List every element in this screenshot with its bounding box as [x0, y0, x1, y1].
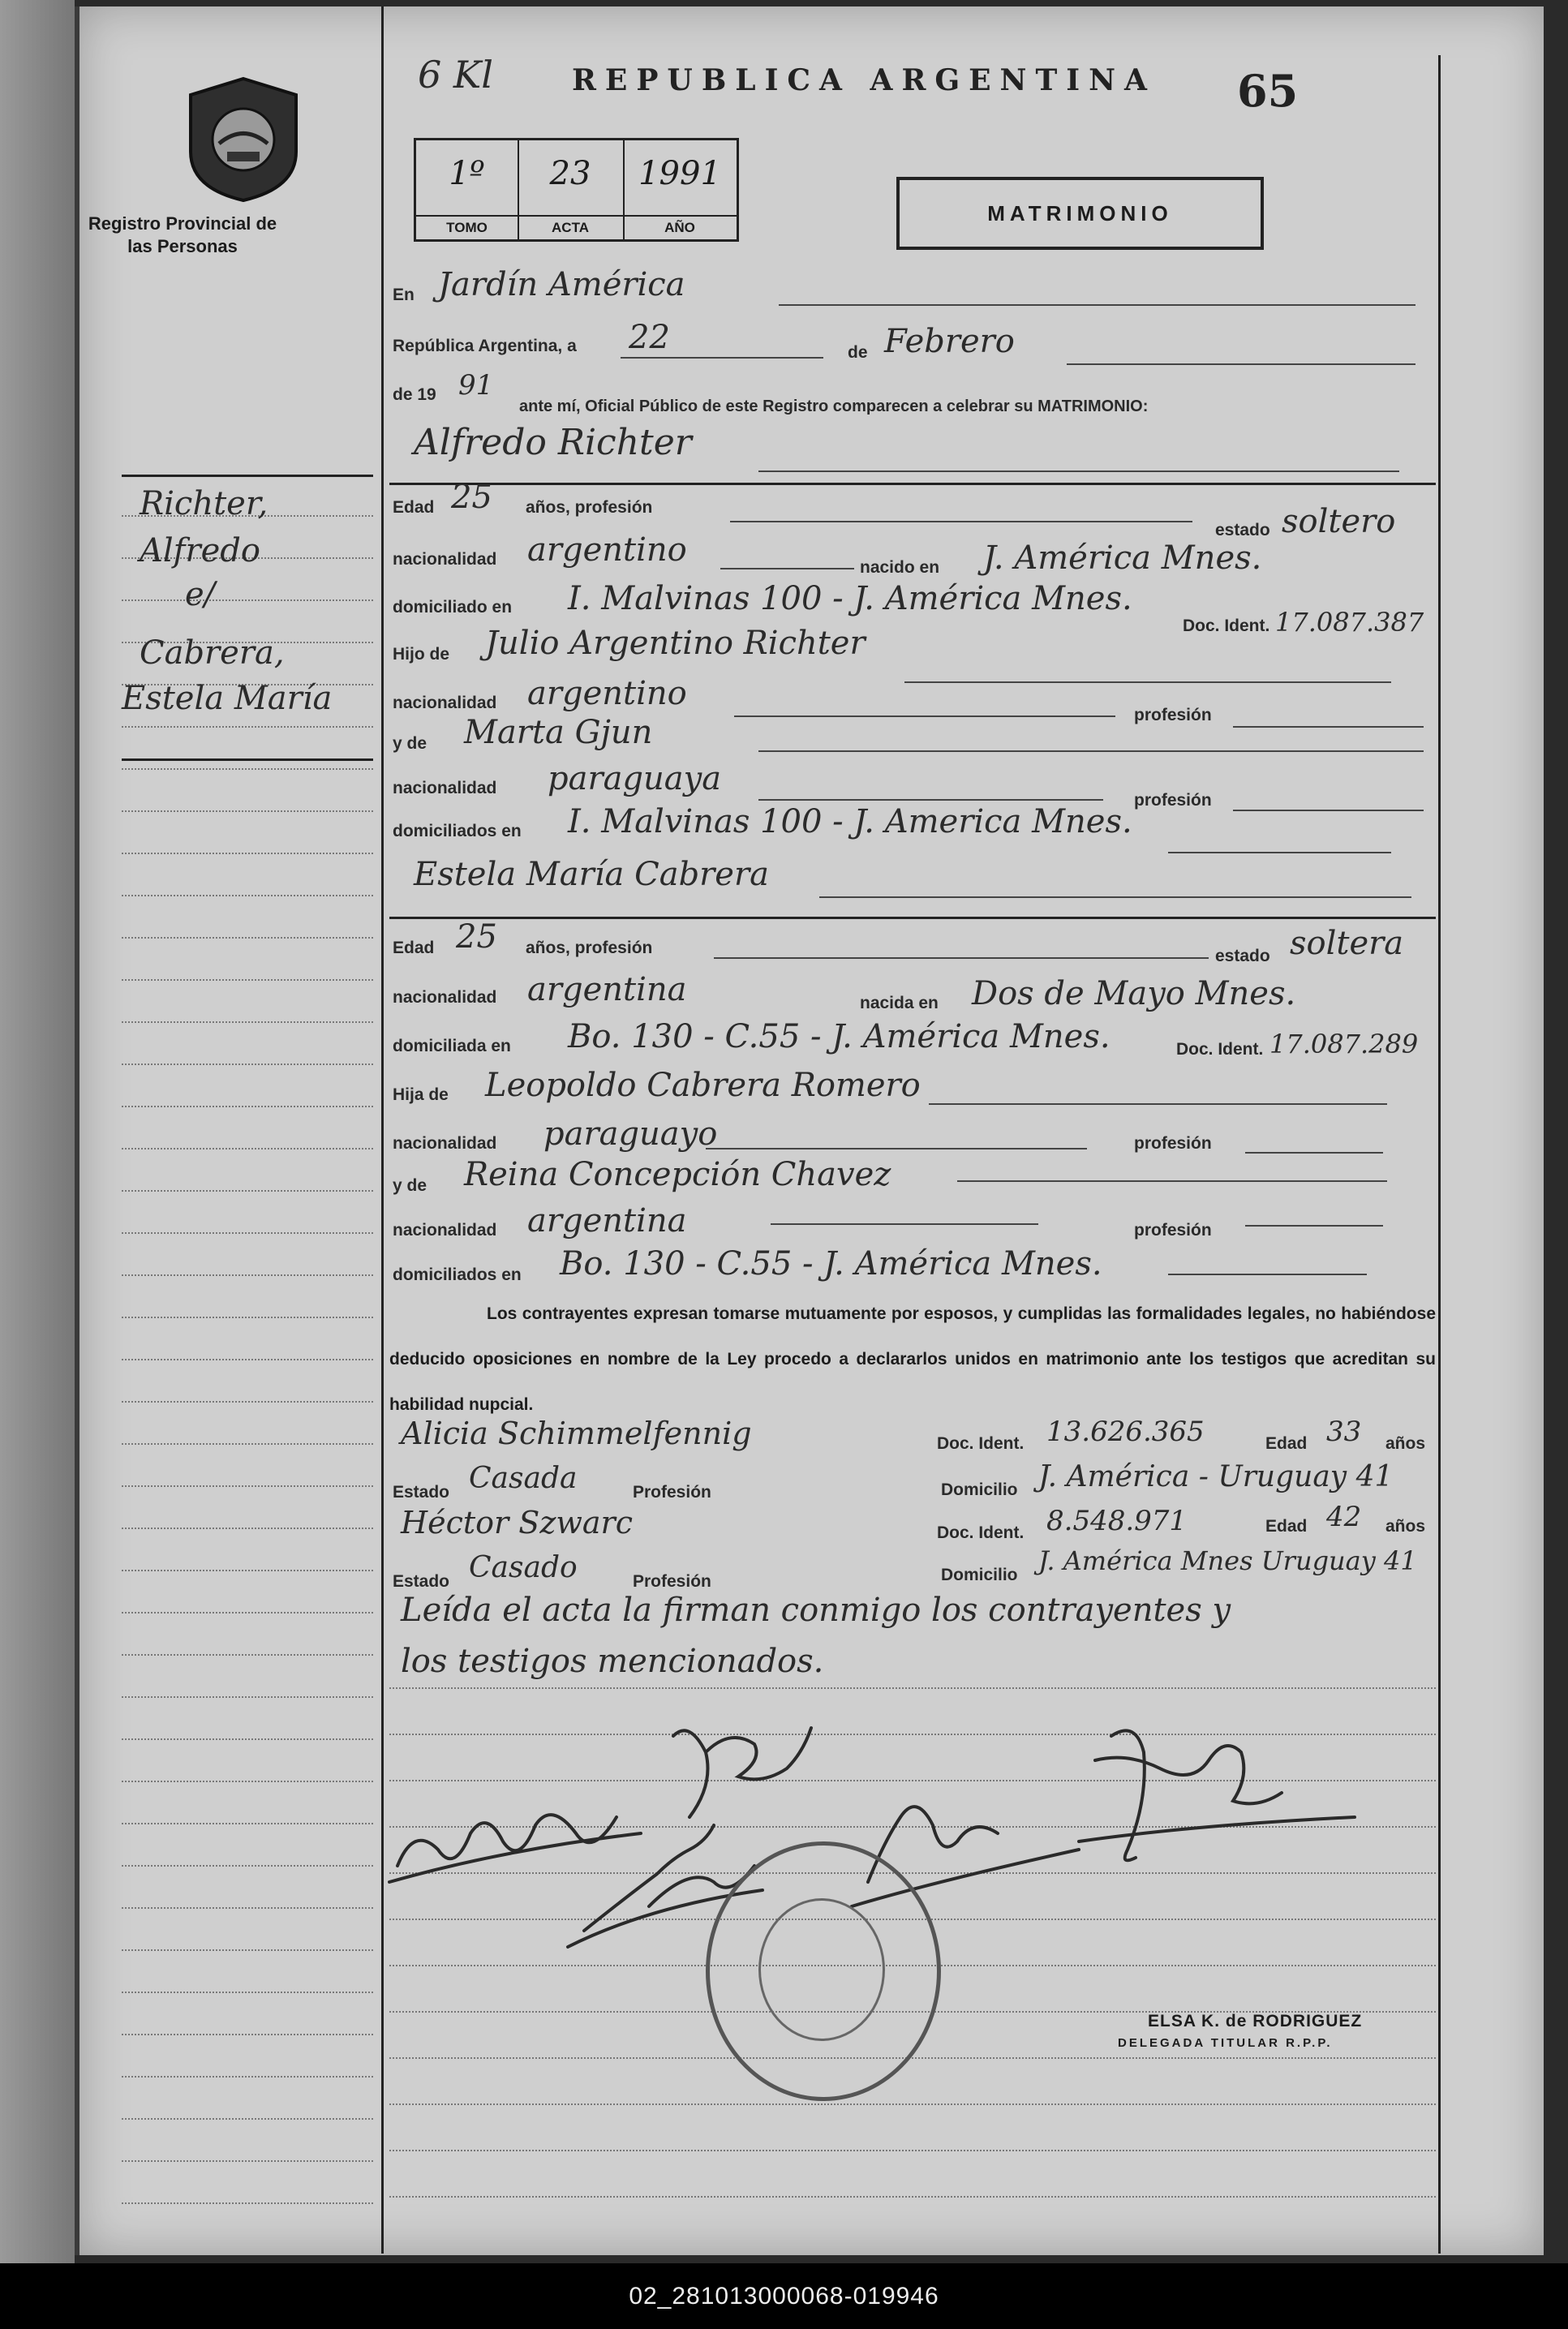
form-type-box: MATRIMONIO [896, 177, 1264, 250]
margin-ruled-line [122, 895, 373, 896]
bride-mother: Reina Concepción Chavez [464, 1156, 891, 1193]
anio-value: 1991 [638, 155, 721, 192]
witness-1-name: Alicia Schimmelfennig [401, 1416, 752, 1451]
label-profesion-w: Profesión [633, 1483, 711, 1502]
line [1168, 852, 1391, 853]
margin-ruled-line [122, 1781, 373, 1782]
margin-ruled-line [122, 1148, 373, 1149]
groom-domicile: I. Malvinas 100 - J. América Mnes. [568, 580, 1132, 617]
margin-ruled-line [122, 1317, 373, 1318]
margin-index-top-rule [122, 475, 373, 477]
groom-status: soltero [1282, 503, 1396, 540]
label-anios-w: años [1385, 1434, 1426, 1453]
line [779, 304, 1415, 306]
label-nacida-en: nacida en [860, 994, 939, 1012]
bride-mother-nationality: argentina [527, 1202, 687, 1240]
acta-value: 23 [549, 155, 591, 192]
right-border [1438, 55, 1441, 2254]
margin-ruled-line [122, 1232, 373, 1234]
groom-nationality: argentino [527, 531, 687, 569]
label-nacionalidad: nacionalidad [393, 988, 497, 1007]
margin-ruled-line [122, 726, 373, 728]
witness-2-status: Casado [469, 1551, 578, 1584]
official-seal-stamp [706, 1841, 941, 2101]
margin-ruled-line [122, 979, 373, 981]
label-estado: estado [1215, 947, 1270, 965]
bride-father-nationality: paraguayo [543, 1115, 718, 1153]
margin-index-line-3: e/ [185, 576, 216, 613]
bride-father: Leopoldo Cabrera Romero [485, 1067, 921, 1104]
label-anios-profesion: años, profesión [526, 498, 653, 517]
margin-index-line-5: Estela María [122, 680, 333, 717]
groom-section-rule [389, 483, 1436, 485]
line [758, 471, 1399, 472]
line [706, 1148, 1087, 1149]
witness-1-status: Casada [469, 1462, 578, 1495]
label-anios-profesion: años, profesión [526, 939, 653, 957]
witness-2-domicile: J. América Mnes Uruguay 41 [1038, 1545, 1417, 1576]
label-doc-ident: Doc. Ident. [1183, 617, 1270, 635]
bride-parents-domicile: Bo. 130 - C.55 - J. América Mnes. [560, 1245, 1102, 1283]
label-profesion-w: Profesión [633, 1572, 711, 1591]
label-profesion: profesión [1134, 1134, 1212, 1153]
page-number: 65 [1237, 65, 1299, 117]
margin-ruled-line [122, 2076, 373, 2078]
margin-ruled-line [122, 937, 373, 939]
label-nacionalidad: nacionalidad [393, 1221, 497, 1240]
body-ruled-line [389, 2150, 1436, 2151]
witness-2-age: 42 [1326, 1501, 1362, 1533]
bride-nationality: argentina [527, 971, 687, 1008]
margin-ruled-line [122, 768, 373, 770]
line [714, 957, 1209, 959]
left-page-edge [0, 0, 75, 2263]
tomo-label: TOMO [416, 215, 518, 236]
margin-ruled-line [122, 2034, 373, 2035]
margin-index-bottom-rule [122, 758, 373, 761]
bride-section-rule [389, 917, 1436, 919]
line [1245, 1152, 1383, 1154]
bride-name: Estela María Cabrera [414, 856, 769, 893]
margin-ruled-line [122, 1106, 373, 1107]
bride-status: soltera [1290, 925, 1404, 962]
line [929, 1103, 1387, 1105]
declaration-text: Los contrayentes expresan tomarse mutuamente por esposos, y cumplidas las formalidades legales, no habiéndose deducido oposiciones en nombre de la Ley procedo a declararlos unidos en matrimonio ante los testigos que acreditan su habilidad nupcial. [389, 1304, 1436, 1414]
margin-ruled-line [122, 1528, 373, 1529]
margin-ruled-line [122, 1570, 373, 1571]
scan-id-footer: 02_281013000068-019946 [0, 2263, 1568, 2329]
registry-emblem-icon [183, 75, 304, 204]
margin-index-line-1: Richter, [140, 485, 268, 522]
label-nacionalidad: nacionalidad [393, 550, 497, 569]
margin-ruled-line [122, 2202, 373, 2204]
label-republica: República Argentina, a [393, 337, 577, 355]
label-nacido-en: nacido en [860, 558, 940, 577]
line [1233, 726, 1424, 728]
groom-born-in: J. América Mnes. [983, 539, 1262, 577]
margin-ruled-line [122, 1190, 373, 1192]
year-suffix-value: 91 [458, 369, 494, 402]
margin-ruled-line [122, 1064, 373, 1065]
bride-born-in: Dos de Mayo Mnes. [972, 975, 1296, 1012]
body-ruled-line [389, 2196, 1436, 2198]
label-edad-w: Edad [1265, 1517, 1308, 1536]
country-title: REPUBLICA ARGENTINA [572, 63, 1156, 97]
label-y-de: y de [393, 734, 427, 753]
body-ruled-line [389, 2057, 1436, 2059]
label-nacionalidad: nacionalidad [393, 779, 497, 797]
margin-ruled-line [122, 1738, 373, 1740]
witness-1-age: 33 [1326, 1416, 1362, 1448]
officer-title: DELEGADA TITULAR R.P.P. [1118, 2036, 1333, 2050]
seal-emblem [758, 1898, 885, 2041]
margin-ruled-line [122, 1612, 373, 1614]
groom-mother-nationality: paraguaya [548, 760, 722, 797]
line [1245, 1225, 1383, 1227]
registry-name: Registro Provincial de las Personas [88, 213, 277, 256]
label-estado-w: Estado [393, 1483, 450, 1502]
line [621, 357, 823, 359]
tomo-cell [416, 140, 519, 239]
anio-label: AÑO [623, 215, 737, 236]
label-domiciliados-en: domiciliados en [393, 822, 522, 840]
line [730, 521, 1192, 522]
margin-ruled-line [122, 2118, 373, 2120]
label-edad-w: Edad [1265, 1434, 1308, 1453]
witness-2-doc: 8.548.971 [1046, 1505, 1188, 1537]
margin-ruled-line [122, 1696, 373, 1698]
officer-name: ELSA K. de RODRIGUEZ [1148, 2012, 1363, 2030]
label-domiciliado-en: domiciliado en [393, 598, 513, 617]
bride-age: 25 [456, 918, 497, 956]
label-nacionalidad: nacionalidad [393, 694, 497, 712]
label-doc-ident: Doc. Ident. [1176, 1040, 1264, 1059]
label-y-de: y de [393, 1176, 427, 1195]
label-doc-ident: Doc. Ident. [937, 1523, 1025, 1542]
line [819, 896, 1411, 898]
groom-parents-domicile: I. Malvinas 100 - J. America Mnes. [568, 803, 1132, 840]
label-domicilio-w: Domicilio [941, 1480, 1018, 1499]
bride-doc: 17.087.289 [1269, 1029, 1419, 1059]
margin-ruled-line [122, 1992, 373, 1993]
label-domiciliada-en: domiciliada en [393, 1037, 511, 1055]
margin-ruled-line [122, 2160, 373, 2162]
margin-ruled-line [122, 1401, 373, 1403]
witness-2-name: Héctor Szwarc [401, 1505, 633, 1540]
label-estado-w: Estado [393, 1572, 450, 1591]
margin-ruled-line [122, 1443, 373, 1445]
label-domicilio-w: Domicilio [941, 1566, 1018, 1584]
line [1067, 363, 1415, 365]
acta-label: ACTA [518, 215, 623, 236]
margin-note: 6 Kl [418, 53, 493, 97]
margin-ruled-line [122, 1274, 373, 1276]
margin-ruled-line [122, 1654, 373, 1656]
label-edad: Edad [393, 939, 435, 957]
margin-ruled-line [122, 1485, 373, 1487]
witness-1-domicile: J. América - Uruguay 41 [1038, 1460, 1394, 1493]
label-hijo-de: Hijo de [393, 645, 450, 664]
margin-ruled-line [122, 810, 373, 812]
closing-line-1: Leída el acta la firman conmigo los contrayentes y [401, 1592, 1231, 1629]
line [758, 799, 1103, 801]
line [720, 568, 854, 569]
label-anios-w: años [1385, 1517, 1426, 1536]
label-nacionalidad: nacionalidad [393, 1134, 497, 1153]
groom-age: 25 [451, 479, 492, 516]
margin-index-line-4: Cabrera, [140, 634, 285, 672]
line [904, 681, 1391, 683]
bride-domicile: Bo. 130 - C.55 - J. América Mnes. [568, 1018, 1110, 1055]
groom-father: Julio Argentino Richter [485, 625, 866, 662]
label-de: de [848, 343, 868, 362]
label-profesion: profesión [1134, 791, 1212, 810]
label-profesion: profesión [1134, 706, 1212, 724]
margin-ruled-line [122, 1021, 373, 1023]
closing-line-2: los testigos mencionados. [401, 1643, 824, 1680]
margin-ruled-line [122, 1949, 373, 1951]
line [771, 1223, 1038, 1225]
margin-ruled-line [122, 1823, 373, 1824]
label-doc-ident: Doc. Ident. [937, 1434, 1025, 1453]
groom-doc: 17.087.387 [1275, 607, 1424, 638]
label-profesion: profesión [1134, 1221, 1212, 1240]
label-estado: estado [1215, 521, 1270, 539]
acta-cell [518, 140, 625, 239]
margin-index-line-2: Alfredo [140, 532, 260, 569]
body-ruled-line [389, 1687, 1436, 1689]
anio-cell [623, 140, 737, 239]
witness-1-doc: 13.626.365 [1046, 1416, 1205, 1448]
label-hija-de: Hija de [393, 1085, 449, 1104]
line [1233, 810, 1424, 811]
day-value: 22 [629, 319, 670, 356]
line [758, 750, 1424, 752]
record-number-box [414, 138, 739, 242]
groom-father-nationality: argentino [527, 675, 687, 712]
margin-ruled-line [122, 1865, 373, 1867]
month-value: Febrero [884, 323, 1015, 360]
line [1168, 1274, 1367, 1275]
label-domiciliados-en: domiciliados en [393, 1265, 522, 1284]
city-value: Jardín América [438, 266, 685, 303]
body-ruled-line [389, 2103, 1436, 2105]
margin-ruled-line [122, 1359, 373, 1360]
line [957, 1180, 1387, 1182]
margin-ruled-line [122, 1907, 373, 1909]
label-de19: de 19 [393, 385, 436, 404]
label-ante-mi: ante mí, Oficial Público de este Registro comparecen a celebrar su MATRIMONIO: [519, 397, 1149, 415]
label-en: En [393, 286, 415, 304]
line [734, 715, 1115, 717]
margin-ruled-line [122, 853, 373, 854]
label-edad: Edad [393, 498, 435, 517]
groom-name: Alfredo Richter [414, 422, 692, 463]
margin-ruled-line [122, 599, 373, 601]
groom-mother: Marta Gjun [464, 714, 653, 751]
tomo-value: 1º [449, 155, 485, 192]
